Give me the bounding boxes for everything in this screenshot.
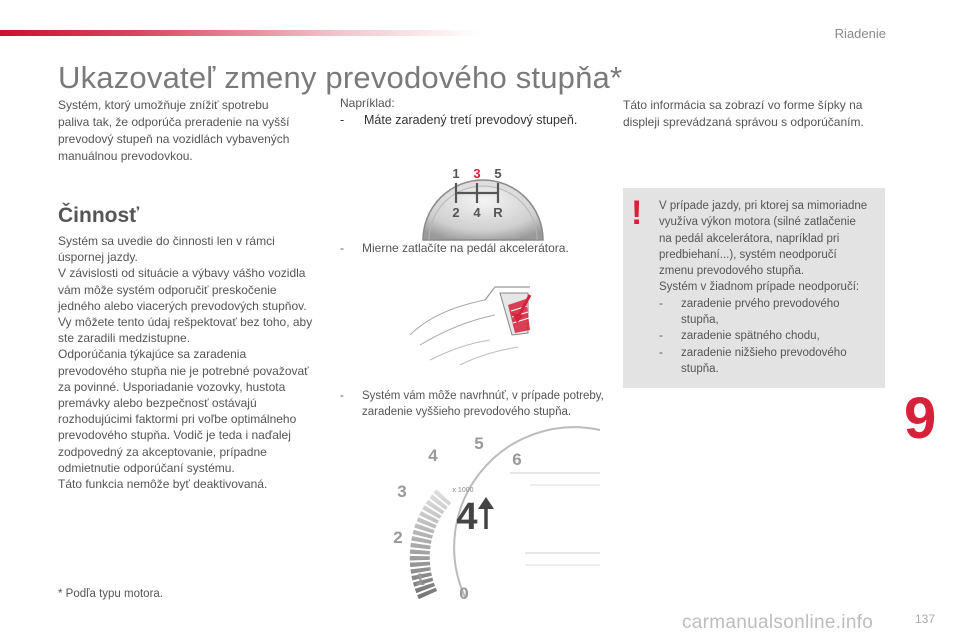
warning-line: Systém v žiadnom prípade neodporučí:	[659, 281, 860, 294]
warning-line: V prípade jazdy, pri ktorej sa mimoriadne	[659, 200, 868, 212]
right-line: displeji sprevádzaná správou s odporúčaním.	[623, 115, 864, 129]
operation-line: rozhodujúcimi faktormi pri voľbe optimálneho	[58, 412, 297, 427]
intro-line: manuálnou prevodovkou.	[58, 149, 193, 163]
operation-paragraph	[58, 233, 312, 492]
gear-label: 2	[452, 205, 460, 220]
gauge-number: 6	[512, 450, 522, 469]
chapter-number: 9	[904, 386, 937, 451]
gear-label: R	[493, 205, 503, 220]
gear-indicator: 4	[456, 496, 478, 538]
warning-line: využíva výkon motora (silné zatlačenie	[659, 216, 856, 229]
accelerator-pedal-illustration	[400, 275, 570, 375]
operation-line: Systém sa uvedie do činnosti len v rámci	[58, 234, 275, 248]
intro-line: prevodový stupeň na vozidlách vybavených	[58, 132, 290, 146]
gauge-number: 4	[428, 446, 438, 465]
warning-list-item-cont: stupňa.	[681, 362, 719, 375]
operation-line: za povinné. Usporiadanie vozovky, hustota	[58, 379, 286, 394]
gauge-unit: x 1000	[452, 487, 474, 494]
warning-line: zmenu prevodového stupňa.	[659, 265, 805, 278]
operation-line: ste zaradili medzistupne.	[58, 331, 191, 346]
list-dash: -	[340, 390, 344, 402]
gauge-number: 0	[459, 584, 469, 603]
example-text: Máte zaradený tretí prevodový stupeň.	[364, 113, 578, 127]
operation-line: prevodového stupňa nie je potrebné považovať	[58, 363, 309, 378]
example-label: Napríklad:	[340, 96, 395, 110]
step-accelerate	[340, 240, 569, 256]
gear-label: 5	[494, 166, 502, 181]
operation-line: premávky alebo bezpečnosť ostávajú	[58, 396, 257, 411]
page-number: 137	[915, 612, 936, 626]
operation-line: Vy môžete tento údaj rešpektovať bez toho, aby	[58, 315, 313, 330]
step-suggestion	[340, 388, 604, 420]
gear-label: 4	[473, 205, 481, 220]
operation-line: zodpovedný za akceptovanie, prípadne	[58, 444, 267, 459]
gear-label-highlighted: 3	[473, 166, 481, 181]
gauge-number: 5	[474, 434, 484, 453]
tachometer-illustration	[360, 425, 610, 605]
gear-knob-illustration	[415, 150, 550, 240]
gear-knob-icon	[423, 180, 543, 240]
operation-line: odmietnutie odporúčaní systému.	[58, 460, 235, 475]
step-text: Mierne zatlačíte na pedál akcelerátora.	[362, 241, 569, 255]
example-sentence	[340, 113, 577, 127]
warning-box	[623, 188, 885, 388]
warning-line: predbiehaní...), systém neodporučí	[659, 248, 837, 261]
right-paragraph	[623, 97, 864, 131]
warning-list-item: - zaradenie nižšieho prevodového	[659, 346, 847, 359]
chapter-label: Riadenie	[834, 26, 886, 41]
warning-line: na pedál akcelerátora, napríklad pri	[659, 232, 840, 245]
intro-line: paliva tak, že odporúča preradenie na vyšší	[58, 115, 290, 129]
gear-label: 1	[452, 166, 460, 181]
operation-line: V závislosti od situácie a výbavy vášho vozidla	[58, 266, 306, 281]
operation-line: Táto funkcia nemôže byť deaktivovaná.	[58, 477, 268, 492]
step-text: zaradenie vyššieho prevodového stupňa.	[362, 406, 572, 418]
operation-line: vám môže systém odporučiť preskočenie	[58, 282, 277, 297]
watermark-text: carmanualsonline.info	[682, 612, 874, 633]
exclamation-icon: !	[631, 194, 643, 232]
page-title: Ukazovateľ zmeny prevodového stupňa*	[58, 60, 623, 95]
operation-line: prevodového stupňa. Vodič je teda i naďalej	[58, 428, 291, 443]
warning-text	[659, 198, 881, 377]
section-heading: Činnosť	[58, 204, 140, 227]
shift-up-arrow-icon	[478, 497, 494, 529]
right-line: Táto informácia sa zobrazí vo forme šípky na	[623, 98, 863, 112]
header-accent-bar	[0, 30, 480, 36]
gauge-number: 1	[415, 570, 425, 589]
intro-paragraph	[58, 97, 289, 165]
operation-line: jedného alebo viacerých prevodových stupňov.	[58, 298, 307, 313]
warning-list-item: - zaradenie spätného chodu,	[659, 330, 820, 343]
warning-list-item-cont: stupňa,	[681, 314, 719, 327]
operation-line: Odporúčania týkajúce sa zaradenia	[58, 347, 247, 362]
footnote: * Podľa typu motora.	[58, 588, 163, 600]
warning-list-item: - zaradenie prvého prevodového	[659, 297, 840, 310]
gauge-number: 3	[397, 482, 407, 501]
gauge-number: 2	[393, 528, 403, 547]
operation-line: úspornej jazdy.	[58, 250, 138, 265]
intro-line: Systém, ktorý umožňuje znížiť spotrebu	[58, 98, 269, 112]
step-text: Systém vám môže navrhnúť, v prípade potreby,	[362, 390, 604, 402]
list-dash: -	[340, 241, 344, 255]
list-dash: -	[340, 113, 345, 127]
